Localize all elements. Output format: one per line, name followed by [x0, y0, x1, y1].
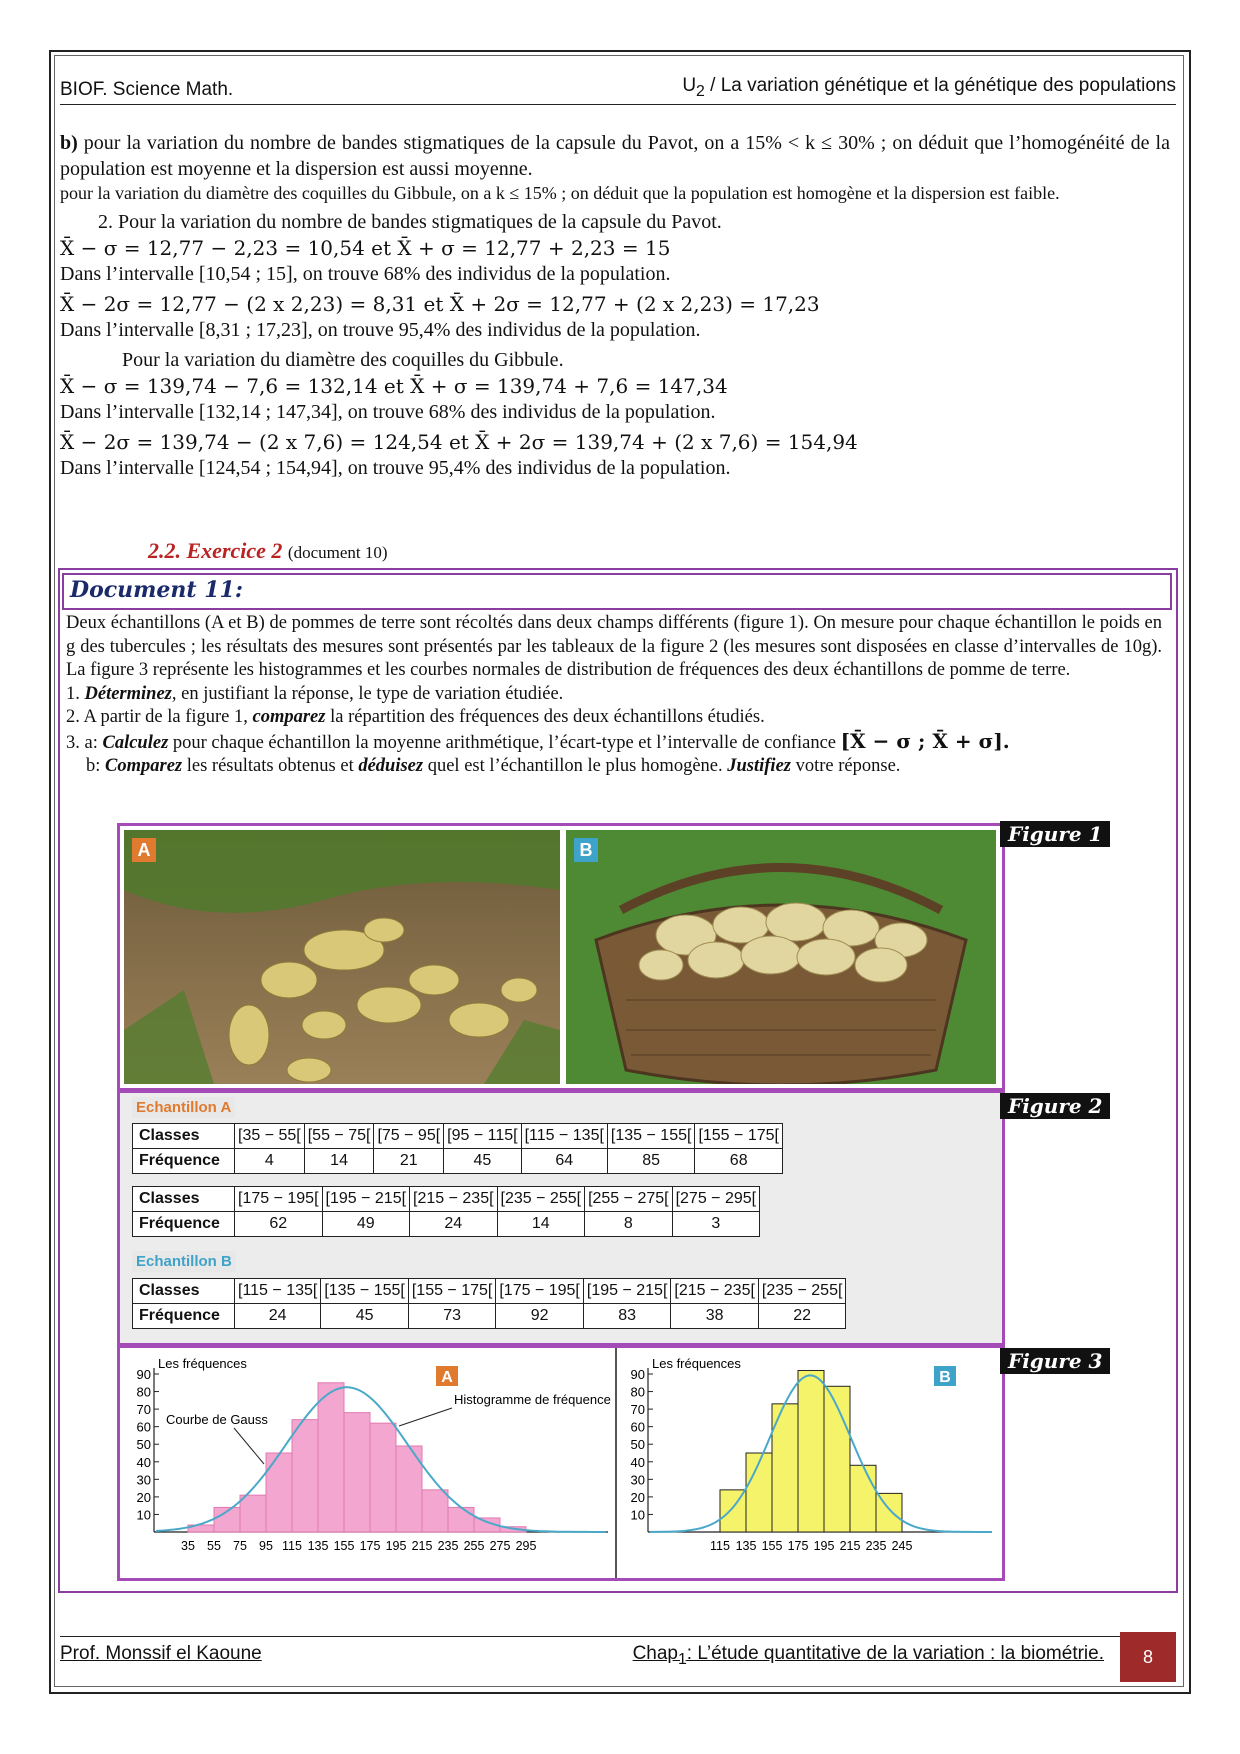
- histogram-bar: [422, 1490, 448, 1532]
- exercise-heading: 2.2. Exercice 2: [148, 538, 283, 563]
- annotation-histogram-arrow: [399, 1408, 452, 1426]
- class-cell: [215 − 235[: [671, 1279, 759, 1304]
- class-cell: [175 − 195[: [235, 1187, 323, 1212]
- q2-verb: comparez: [252, 707, 326, 727]
- text-b: pour la variation du nombre de bandes stigmatiques de la capsule du Pavot, on a 15% < k ≤ 30% ; on déduit que l’homogénéité de la population est moyenne et la dispersion est aussi moyenne.: [60, 132, 1170, 180]
- header-right: [682, 75, 1176, 101]
- x-tick-label: 255: [463, 1539, 485, 1553]
- figure-3: [117, 1345, 1005, 1581]
- page-number: 8: [1120, 1632, 1176, 1682]
- x-tick-label: 55: [207, 1539, 221, 1553]
- x-tick-label: 175: [787, 1539, 809, 1553]
- freq-cell: 3: [672, 1212, 760, 1237]
- label-b: b): [60, 132, 78, 154]
- q1-text: , en justifiant la réponse, le type de variation étudiée.: [171, 683, 564, 704]
- y-tick-label: 90: [630, 1367, 645, 1382]
- chart-sample-b: [620, 1352, 996, 1574]
- class-cell: [155 − 175[: [695, 1124, 783, 1149]
- histogram-bar: [876, 1493, 902, 1532]
- figure-2: [117, 1090, 1005, 1346]
- class-cell: [235 − 255[: [497, 1187, 585, 1212]
- q3b-verb-2: déduisez: [358, 756, 424, 776]
- q3b-verb-1: Comparez: [105, 756, 183, 776]
- freq-cell: 68: [695, 1149, 783, 1174]
- freq-cell: 85: [607, 1149, 695, 1174]
- classes-header: Classes: [133, 1279, 235, 1304]
- paragraph-2: 2. Pour la variation du nombre de bandes stigmatiques de la capsule du Pavot.: [98, 211, 722, 233]
- freq-cell: 45: [321, 1304, 409, 1329]
- table-row: [133, 1212, 760, 1237]
- q3b-text-1: les résultats obtenus et: [182, 756, 359, 776]
- freq-cell: 83: [583, 1304, 671, 1329]
- table-sample-a-2: [132, 1186, 760, 1237]
- class-cell: [75 − 95[: [374, 1124, 444, 1149]
- table-row: [133, 1124, 783, 1149]
- question-1: [66, 683, 1162, 707]
- paragraph-interval-4: Dans l’intervalle [124,54 ; 154,94], on trouve 95,4% des individus de la population.: [60, 457, 731, 479]
- histogram-bar: [266, 1453, 292, 1532]
- freq-header: Fréquence: [133, 1212, 235, 1237]
- q1-num: 1.: [66, 683, 85, 704]
- page-footer: [60, 1636, 1176, 1667]
- table-row: [133, 1304, 846, 1329]
- histogram-bar: [292, 1420, 318, 1532]
- x-tick-label: 95: [259, 1539, 273, 1553]
- y-tick-label: 80: [630, 1384, 645, 1400]
- x-tick-label: 275: [489, 1539, 511, 1553]
- y-tick-label: 70: [630, 1402, 645, 1418]
- histogram-bar: [318, 1383, 344, 1532]
- chart-sample-a: [124, 1352, 612, 1574]
- math-3: X̄ − σ = 139,74 − 7,6 = 132,14 et X̄ + σ = 139,74 + 7,6 = 147,34: [60, 374, 728, 398]
- annotation-gauss-arrow: [234, 1428, 264, 1464]
- class-cell: [35 − 55[: [235, 1124, 305, 1149]
- q1-verb: Déterminez: [84, 683, 172, 704]
- table-row: [133, 1279, 846, 1304]
- freq-cell: 62: [235, 1212, 323, 1237]
- photo-potatoes-basket: [566, 830, 996, 1084]
- annotation-histogram: Histogramme de fréquence: [454, 1392, 611, 1407]
- question-3a: [66, 730, 1162, 756]
- class-cell: [155 − 175[: [408, 1279, 496, 1304]
- y-tick-label: 20: [630, 1489, 645, 1505]
- class-cell: [215 − 235[: [410, 1187, 498, 1212]
- q3a-math: [X̄ − σ ; X̄ + σ].: [840, 728, 1010, 753]
- x-tick-label: 35: [181, 1539, 195, 1553]
- histogram-bar: [370, 1423, 396, 1532]
- exercise-title: [148, 538, 388, 564]
- x-tick-label: 155: [761, 1539, 783, 1553]
- class-cell: [115 − 135[: [521, 1124, 607, 1149]
- table-sample-a-1: [132, 1123, 783, 1174]
- math-4: X̄ − 2σ = 139,74 − (2 x 7,6) = 124,54 et X̄ + 2σ = 139,74 + (2 x 7,6) = 154,94: [60, 430, 858, 454]
- table-row: [133, 1149, 783, 1174]
- document-intro: Deux échantillons (A et B) de pommes de terre sont récoltés dans deux champs différents (figure 1). On mesure pour chaque échantillon le poids en g des tubercules ; les résultats des mesures sont présentés par les tableaux de la figure 2 (les mesures sont disposées en classe d’intervalles de 10g). La figure 3 représente les histogrammes et les courbes normales de distribution de fréquences des deux échantillons de pomme de terre.: [66, 613, 1162, 680]
- x-tick-label: 235: [437, 1539, 459, 1553]
- freq-cell: 24: [235, 1304, 321, 1329]
- y-tick-label: 10: [136, 1507, 151, 1523]
- q3b-text-2: quel est l’échantillon le plus homogène.: [423, 756, 728, 776]
- y-tick-label: 20: [136, 1489, 151, 1505]
- paragraph-gibbule: pour la variation du diamètre des coquilles du Gibbule, on a k ≤ 15% ; on déduit que la population est homogène et la dispersion est faible.: [60, 183, 1060, 203]
- figure-1-label: Figure 1: [1000, 821, 1110, 847]
- class-cell: [275 − 295[: [672, 1187, 760, 1212]
- class-cell: [55 − 75[: [304, 1124, 374, 1149]
- x-tick-label: 215: [839, 1539, 861, 1553]
- paragraph-interval-2: Dans l’intervalle [8,31 ; 17,23], on trouve 95,4% des individus de la population.: [60, 319, 701, 341]
- freq-cell: 4: [235, 1149, 305, 1174]
- q3b-num: b:: [86, 756, 106, 776]
- math-1: X̄ − σ = 12,77 − 2,23 = 10,54 et X̄ + σ = 12,77 + 2,23 = 15: [60, 236, 671, 260]
- y-tick-label: 60: [136, 1419, 151, 1435]
- freq-cell: 8: [585, 1212, 673, 1237]
- document-body: [66, 612, 1162, 779]
- main-content: [60, 130, 1170, 481]
- x-tick-label: 75: [233, 1539, 247, 1553]
- histogram-bar: [798, 1370, 824, 1532]
- y-tick-label: 90: [136, 1367, 151, 1382]
- freq-cell: 49: [322, 1212, 410, 1237]
- sample-a-title: Echantillon A: [132, 1097, 235, 1118]
- footer-chapter: [633, 1643, 1104, 1669]
- exercise-ref: (document 10): [287, 543, 388, 562]
- freq-cell: 64: [521, 1149, 607, 1174]
- freq-cell: 92: [496, 1304, 584, 1329]
- photo-a-illustration: [124, 830, 560, 1084]
- figure-1: [117, 823, 1005, 1091]
- y-axis-title: Les fréquences: [158, 1356, 247, 1371]
- y-tick-label: 30: [136, 1472, 151, 1488]
- panel-letter: A: [441, 1369, 453, 1386]
- class-cell: [175 − 195[: [496, 1279, 584, 1304]
- x-tick-label: 135: [307, 1539, 329, 1553]
- table-row: [133, 1187, 760, 1212]
- y-tick-label: 50: [136, 1437, 151, 1453]
- question-2: [66, 706, 1162, 730]
- q2-num: 2. A partir de la figure 1,: [66, 707, 253, 727]
- class-cell: [195 − 215[: [322, 1187, 410, 1212]
- y-tick-label: 40: [630, 1454, 645, 1470]
- freq-cell: 14: [497, 1212, 585, 1237]
- q3a-text: pour chaque échantillon la moyenne arithmétique, l’écart-type et l’intervalle de confiance: [168, 732, 841, 753]
- class-cell: [255 − 275[: [585, 1187, 673, 1212]
- paragraph-interval-1: Dans l’intervalle [10,54 ; 15], on trouve 68% des individus de la population.: [60, 263, 671, 285]
- panel-letter: B: [939, 1369, 951, 1386]
- histogram-bar: [850, 1465, 876, 1532]
- freq-cell: 73: [408, 1304, 496, 1329]
- q3a-verb: Calculez: [102, 732, 169, 753]
- freq-header: Fréquence: [133, 1149, 235, 1174]
- math-2: X̄ − 2σ = 12,77 − (2 x 2,23) = 8,31 et X̄ + 2σ = 12,77 + (2 x 2,23) = 17,23: [60, 292, 820, 316]
- paragraph-b: [60, 130, 1170, 182]
- document-header: [62, 573, 1172, 610]
- x-tick-label: 195: [813, 1539, 835, 1553]
- header-title: / La variation génétique et la génétique des populations: [704, 75, 1176, 97]
- q3b-text-3: votre réponse.: [790, 756, 901, 776]
- photo-b-illustration: [566, 830, 996, 1084]
- header-left: BIOF. Science Math.: [60, 79, 234, 100]
- freq-cell: 22: [758, 1304, 846, 1329]
- class-cell: [135 − 155[: [321, 1279, 409, 1304]
- y-tick-label: 60: [630, 1419, 645, 1435]
- x-tick-label: 115: [282, 1539, 302, 1553]
- chart-divider: [615, 1348, 617, 1578]
- header-unit: U: [682, 75, 697, 97]
- footer-chap-title: : L’étude quantitative de la variation : la biométrie.: [686, 1643, 1104, 1664]
- question-3b: [66, 755, 1162, 779]
- paragraph-interval-3: Dans l’intervalle [132,14 ; 147,34], on trouve 68% des individus de la population.: [60, 401, 716, 423]
- histogram-bar: [448, 1507, 474, 1532]
- classes-header: Classes: [133, 1124, 235, 1149]
- freq-cell: 45: [444, 1149, 521, 1174]
- class-cell: [95 − 115[: [444, 1124, 521, 1149]
- y-tick-label: 40: [136, 1454, 151, 1470]
- page-header: [60, 75, 1176, 105]
- x-tick-label: 135: [735, 1539, 757, 1553]
- photo-potatoes-field: [124, 830, 560, 1084]
- histogram-bar: [240, 1495, 266, 1532]
- class-cell: [135 − 155[: [607, 1124, 695, 1149]
- freq-cell: 14: [304, 1149, 374, 1174]
- class-cell: [115 − 135[: [235, 1279, 321, 1304]
- x-tick-label: 155: [333, 1539, 355, 1553]
- y-tick-label: 10: [630, 1507, 645, 1523]
- x-tick-label: 175: [359, 1539, 381, 1553]
- class-cell: [195 − 215[: [583, 1279, 671, 1304]
- header-unit-sub: 2: [696, 83, 705, 100]
- freq-cell: 24: [410, 1212, 498, 1237]
- x-tick-label: 215: [411, 1539, 433, 1553]
- table-sample-b: [132, 1278, 846, 1329]
- class-cell: [235 − 255[: [758, 1279, 846, 1304]
- photo-b-tag: B: [574, 838, 598, 862]
- figure-2-label: Figure 2: [1000, 1093, 1110, 1119]
- footer-chap-sub: 1: [677, 1650, 687, 1668]
- x-tick-label: 245: [891, 1539, 913, 1553]
- footer-author: Prof. Monssif el Kaoune: [60, 1643, 262, 1664]
- y-tick-label: 80: [136, 1384, 151, 1400]
- paragraph-gibbule-title: Pour la variation du diamètre des coquilles du Gibbule.: [122, 349, 564, 371]
- q3a-num: 3. a:: [66, 732, 103, 753]
- x-tick-label: 195: [385, 1539, 407, 1553]
- y-tick-label: 50: [630, 1437, 645, 1453]
- freq-cell: 21: [374, 1149, 444, 1174]
- freq-cell: 38: [671, 1304, 759, 1329]
- y-tick-label: 30: [630, 1472, 645, 1488]
- photo-a-tag: A: [132, 838, 156, 862]
- q2-text: la répartition des fréquences des deux échantillons étudiés.: [325, 707, 765, 727]
- figure-3-label: Figure 3: [1000, 1348, 1110, 1374]
- freq-header: Fréquence: [133, 1304, 235, 1329]
- histogram-bar: [344, 1413, 370, 1532]
- x-tick-label: 295: [515, 1539, 537, 1553]
- x-tick-label: 235: [865, 1539, 887, 1553]
- q3b-verb-3: Justifiez: [727, 756, 791, 776]
- y-axis-title: Les fréquences: [652, 1356, 741, 1371]
- y-tick-label: 70: [136, 1402, 151, 1418]
- footer-chap: Chap: [632, 1643, 678, 1664]
- sample-b-title: Echantillon B: [132, 1251, 236, 1272]
- x-tick-label: 115: [710, 1539, 730, 1553]
- annotation-gauss: Courbe de Gauss: [166, 1412, 268, 1427]
- classes-header: Classes: [133, 1187, 235, 1212]
- document-title: Document 11:: [70, 577, 243, 603]
